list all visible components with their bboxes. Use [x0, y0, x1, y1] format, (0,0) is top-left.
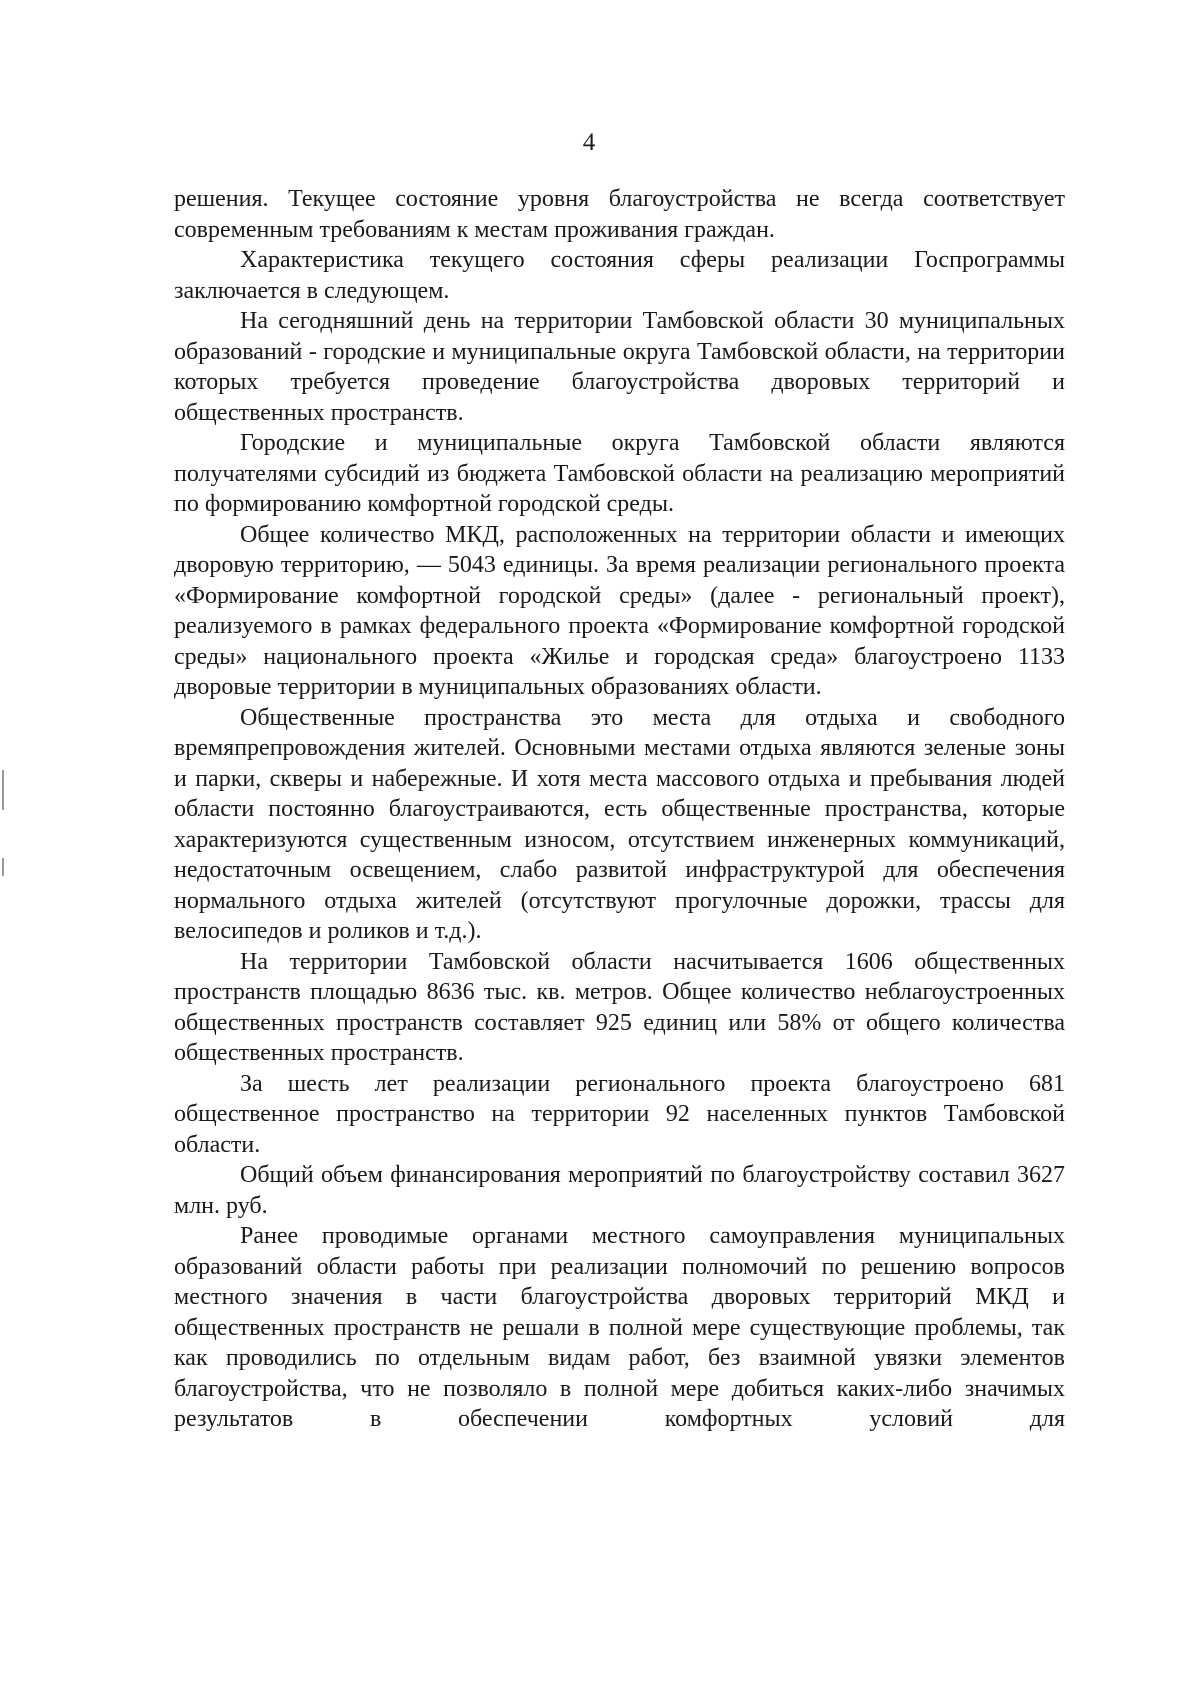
paragraph-mkd-count: Общее количество МКД, расположенных на территории области и имеющих дворовую территорию, — 5043 единицы. За время реализации регионального проекта «Формирование комфортной городской среды» (далее - региональный проект), реализуемого в рамках федерального проекта «Формирование комфортной городской среды» национального проекта «Жилье и городская среда» благоустроено 1133 дворовые территории в муниципальных образованиях области.: [174, 521, 1065, 700]
paragraph-six-years: За шесть лет реализации регионального проекта благоустроено 681 общественное пространство на территории 92 населенных пунктов Тамбовской области.: [174, 1070, 1065, 1158]
document-body: [174, 184, 1065, 1435]
page-number: 4: [582, 129, 596, 156]
paragraph-municipalities: На сегодняшний день на территории Тамбовской области 30 муниципальных образований - городские и муниципальные округа Тамбовской области, на территории которых требуется проведение благоустройства дворовых территорий и общественных пространств.: [174, 308, 1065, 426]
scan-edge-mark: [2, 770, 4, 810]
paragraph-public-spaces-count: На территории Тамбовской области насчитывается 1606 общественных пространств площадью 8636 тыс. кв. метров. Общее количество неблагоустроенных общественных пространств составляет 925 единиц или 58% от общего количества общественных пространств.: [174, 948, 1065, 1066]
paragraph-continuation: решения. Текущее состояние уровня благоустройства не всегда соответствует современным требованиям к местам проживания граждан.: [174, 186, 1065, 243]
paragraph-subsidy-recipients: Городские и муниципальные округа Тамбовской области являются получателями субсидий из бюджета Тамбовской области на реализацию мероприятий по формированию комфортной городской среды.: [174, 430, 1065, 517]
paragraph-public-spaces: Общественные пространства это места для отдыха и свободного времяпрепровождения жителей. Основными местами отдыха являются зеленые зоны и парки, скверы и набережные. И хотя места массового отдыха и пребывания людей области постоянно благоустраиваются, есть общественные пространства, которые характеризуются существенным износом, отсутствием инженерных коммуникаций, недостаточным освещением, слабо развитой инфраструктурой для обеспечения нормального отдыха жителей (отсутствуют прогулочные дорожки, трассы для велосипедов и роликов и т.д.).: [174, 704, 1065, 944]
scan-edge-mark: [2, 858, 4, 876]
paragraph-financing: Общий объем финансирования мероприятий по благоустройству составил 3627 млн. руб.: [174, 1162, 1065, 1219]
paragraph-characteristic-intro: Характеристика текущего состояния сферы реализации Госпрограммы заключается в следующем.: [174, 247, 1065, 304]
paragraph-previous-works: Ранее проводимые органами местного самоуправления муниципальных образований области работы при реализации полномочий по решению вопросов местного значения в части благоустройства дворовых территорий МКД и общественных пространств не решали в полной мере существующие проблемы, так как проводились по отдельным видам работ, без взаимной увязки элементов благоустройства, что не позволяло в полной мере добиться каких-либо значимых результатов в обеспечении комфортных условий для: [174, 1223, 1065, 1432]
